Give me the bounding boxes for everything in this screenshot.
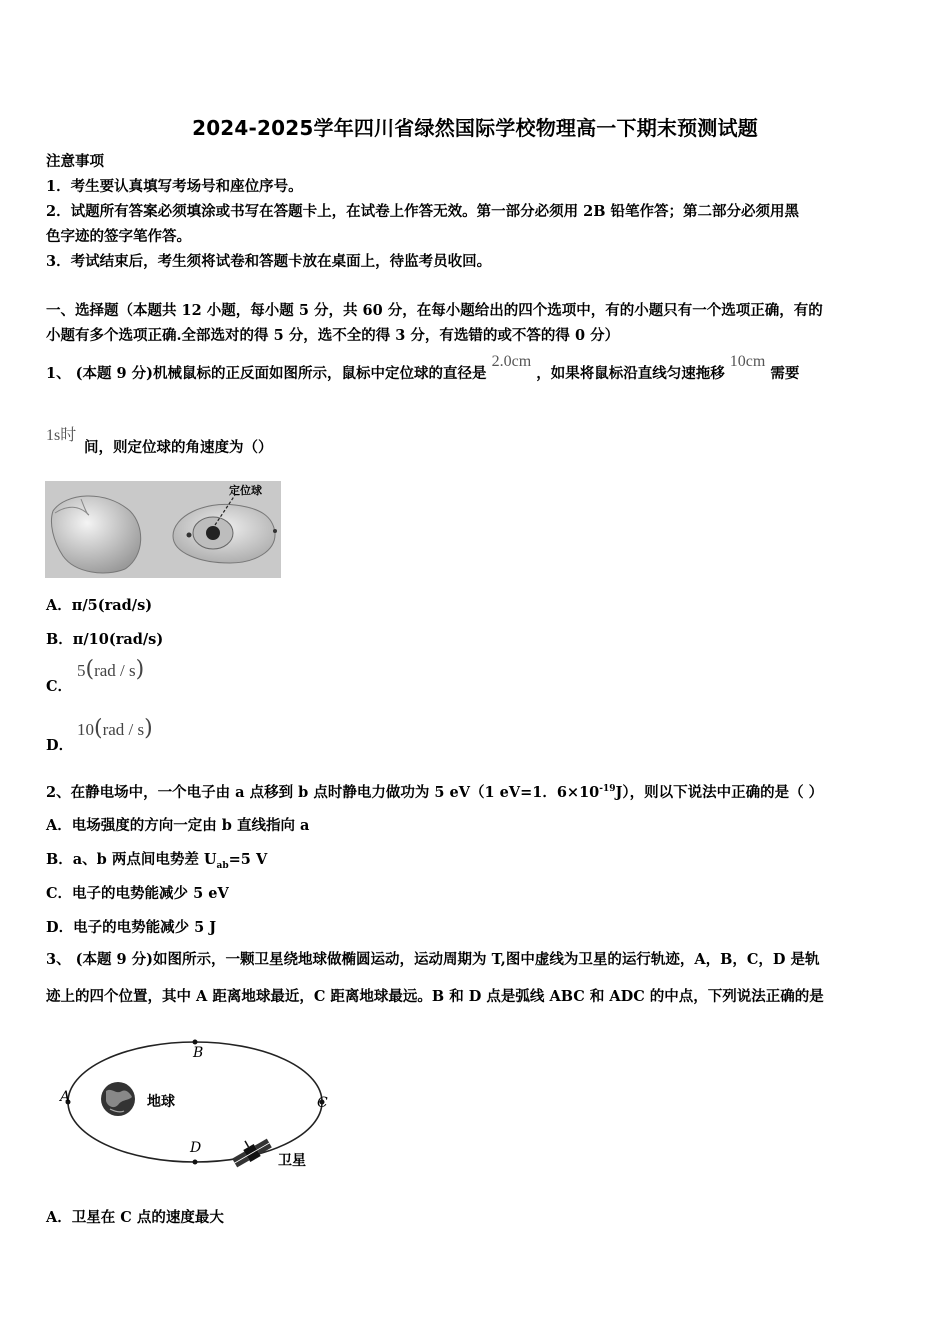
q1-option-a[interactable]: A．π/5(rad/s) <box>46 597 153 614</box>
orbit-label-b: B <box>193 1045 204 1061</box>
section1-intro-line2: 小题有多个选项正确.全部选对的得 5 分，选不全的得 3 分，有选错的或不答的得 0 分） <box>46 327 620 344</box>
q1-stem-line2: 间，则定位球的角速度为（） <box>84 439 273 456</box>
q1-math-distance: 10cm <box>729 353 766 370</box>
notice-item-3: 3．考试结束后，考生须将试卷和答题卡放在桌面上，待监考员收回。 <box>46 253 492 270</box>
mouse-figure <box>45 481 281 578</box>
q1-option-c-label[interactable]: C． <box>46 678 73 695</box>
orbit-point-b <box>193 1040 198 1045</box>
q1-option-d-math: 10(rad / s) <box>77 716 153 741</box>
notice-heading: 注意事项 <box>46 153 104 170</box>
q1-option-d-label[interactable]: D． <box>46 737 74 754</box>
q1-math-diameter: 2.0cm <box>491 353 532 370</box>
section1-intro-line1: 一、选择题（本题共 12 小题，每小题 5 分，共 60 分，在每小题给出的四个选项中，有的小题只有一个选项正确，有的 <box>46 302 823 319</box>
q3-stem-line1: 3、 (本题 9 分)如图所示，一颗卫星绕地球做椭圆运动，运动周期为 T,图中虚线为卫星的运行轨迹，A，B，C，D 是轨 <box>46 951 820 968</box>
q1-stem-part1: 1、 (本题 9 分)机械鼠标的正反面如图所示，鼠标中定位球的直径是 <box>46 365 487 382</box>
q1-stem-part3: 需要 <box>770 365 800 382</box>
orbit-point-d <box>193 1160 198 1165</box>
page-title: 2024-2025学年四川省绿然国际学校物理高一下期末预测试题 <box>192 116 758 140</box>
notice-item-2b: 色字迹的签字笔作答。 <box>46 228 191 245</box>
q3-option-a[interactable]: A．卫星在 C 点的速度最大 <box>46 1209 224 1226</box>
orbit-label-d: D <box>190 1140 202 1156</box>
q2-stem: 2、在静电场中，一个电子由 a 点移到 b 点时静电力做功为 5 eV（1 eV=1．$6\times 10^{-19}J$），则以下说法中正确的是（ ） <box>46 783 824 801</box>
q1-math-time: 1s时 <box>46 427 77 444</box>
notice-item-1: 1．考生要认真填写考场号和座位序号。 <box>46 178 303 195</box>
q1-option-b[interactable]: B．π/10(rad/s) <box>46 631 164 648</box>
notice-item-2a: 2．试题所有答案必须填涂或书写在答题卡上，在试卷上作答无效。第一部分必须用 2B 铅笔作答；第二部分必须用黑 <box>46 203 800 220</box>
q1-stem-part2: ，如果将鼠标沿直线匀速拖移 <box>536 365 725 382</box>
q1-stem-line1 <box>46 353 800 384</box>
orbit-label-a: A <box>60 1089 71 1105</box>
satellite-label: 卫星 <box>278 1153 306 1169</box>
mouse-figure-label: 定位球 <box>229 484 262 497</box>
q2-option-a[interactable]: A．电场强度的方向一定由 b 直线指向 a <box>46 817 310 834</box>
q2-option-c[interactable]: C．电子的电势能减少 5 eV <box>46 885 229 902</box>
q2-option-d[interactable]: D．电子的电势能减少 5 J <box>46 919 217 936</box>
q1-option-c-math: 5(rad / s) <box>77 657 145 682</box>
q3-stem-line2: 迹上的四个位置，其中 A 距离地球最近，C 距离地球最远。B 和 D 点是弧线 ABC 和 ADC 的中点，下列说法正确的是 <box>46 988 824 1005</box>
satellite-icon <box>228 1131 273 1169</box>
orbit-figure <box>50 1025 340 1175</box>
orbit-label-c: C <box>317 1095 328 1111</box>
earth-label: 地球 <box>147 1094 175 1110</box>
q2-option-b[interactable]: B．a、b 两点间电势差 $U_{ab}=5$ V <box>46 851 268 871</box>
